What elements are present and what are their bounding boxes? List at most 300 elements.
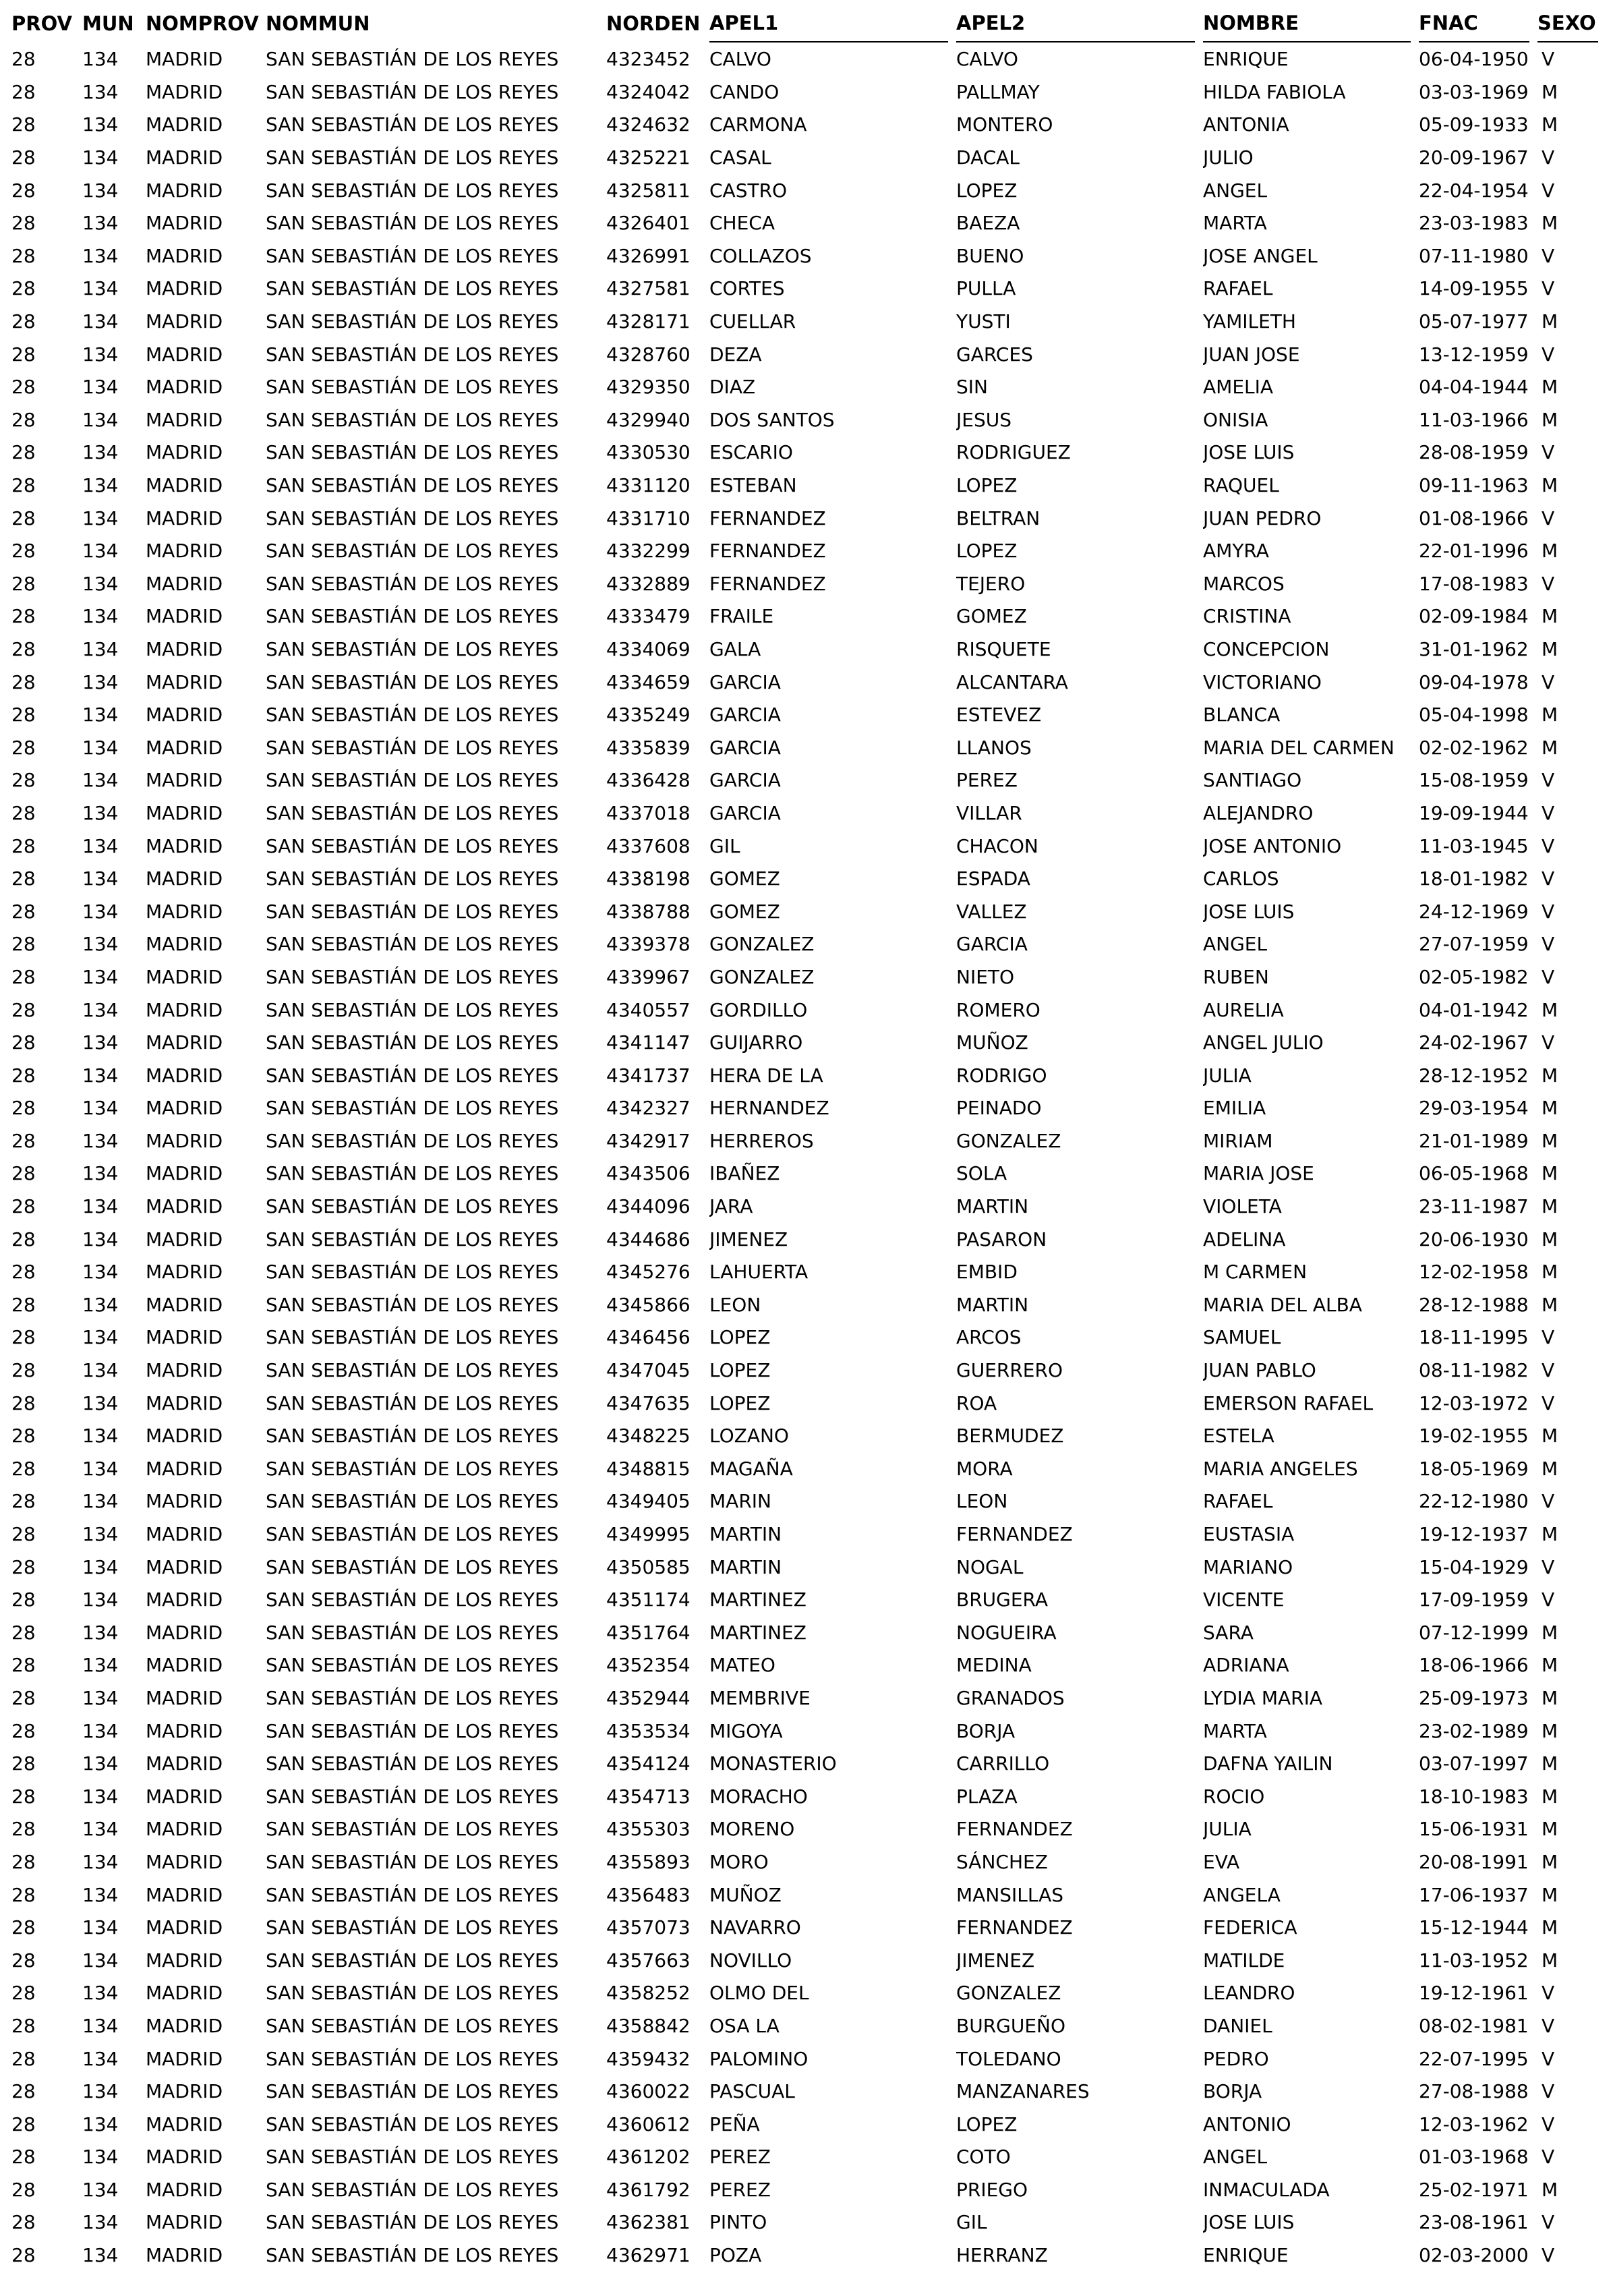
cell-prov: 28 [11,179,36,202]
table-row [11,1551,1606,1584]
cell-mun: 134 [82,441,119,464]
cell-apel1: GARCIA [709,801,781,824]
cell-norden: 4349405 [606,1490,691,1513]
cell-prov: 28 [11,1359,36,1382]
table-row [11,502,1606,535]
cell-apel1: HERA DE LA [709,1064,823,1087]
cell-apel2: GIL [956,2211,987,2234]
cell-nommun: SAN SEBASTIÁN DE LOS REYES [266,1293,559,1316]
cell-mun: 134 [82,605,119,628]
cell-norden: 4329940 [606,408,691,431]
cell-fnac: 19-09-1944 [1419,801,1529,824]
cell-norden: 4337608 [606,834,691,857]
cell-nommun: SAN SEBASTIÁN DE LOS REYES [266,1490,559,1513]
cell-nommun: SAN SEBASTIÁN DE LOS REYES [266,2244,559,2267]
cell-nomprov: MADRID [146,1195,223,1218]
cell-mun: 134 [82,867,119,890]
cell-fnac: 11-03-1945 [1419,834,1529,857]
cell-mun: 134 [82,801,119,824]
cell-mun: 134 [82,2014,119,2037]
cell-prov: 28 [11,2014,36,2037]
cell-nommun: SAN SEBASTIÁN DE LOS REYES [266,1686,559,1709]
cell-fnac: 11-03-1966 [1419,408,1529,431]
cell-apel1: MARTINEZ [709,1588,806,1611]
cell-apel2: COTO [956,2146,1011,2169]
cell-nomprov: MADRID [146,277,223,300]
cell-fnac: 23-03-1983 [1419,212,1529,235]
cell-nombre: JUAN JOSE [1203,343,1300,366]
cell-apel2: MARTIN [956,1293,1029,1316]
cell-sexo: M [1542,1785,1558,1808]
cell-norden: 4343506 [606,1162,691,1185]
cell-apel1: MEMBRIVE [709,1686,811,1709]
cell-sexo: V [1542,670,1555,693]
cell-mun: 134 [82,1949,119,1972]
table-row [11,207,1606,240]
cell-nommun: SAN SEBASTIÁN DE LOS REYES [266,1326,559,1349]
cell-norden: 4326991 [606,244,691,267]
table-row [11,404,1606,437]
cell-nomprov: MADRID [146,1457,223,1480]
cell-norden: 4325221 [606,146,691,169]
cell-mun: 134 [82,1129,119,1152]
cell-nomprov: MADRID [146,605,223,628]
cell-mun: 134 [82,343,119,366]
cell-fnac: 01-08-1966 [1419,507,1529,529]
cell-nomprov: MADRID [146,1785,223,1808]
table-row [11,1223,1606,1256]
cell-norden: 4324042 [606,80,691,103]
column-header-label: MUN [82,12,134,35]
cell-nomprov: MADRID [146,1162,223,1185]
cell-nomprov: MADRID [146,1752,223,1775]
cell-nombre: EMILIA [1203,1097,1266,1120]
cell-prov: 28 [11,1523,36,1546]
cell-apel1: CHECA [709,212,775,235]
table-row [11,994,1606,1027]
cell-sexo: V [1542,1555,1555,1578]
cell-apel2: LOPEZ [956,2113,1018,2135]
cell-sexo: V [1542,834,1555,857]
cell-fnac: 20-08-1991 [1419,1850,1529,1873]
cell-nommun: SAN SEBASTIÁN DE LOS REYES [266,1391,559,1414]
table-row [11,2042,1606,2075]
table-row [11,240,1606,273]
cell-nombre: MATILDE [1203,1949,1285,1972]
cell-fnac: 28-08-1959 [1419,441,1529,464]
cell-prov: 28 [11,1686,36,1709]
cell-mun: 134 [82,212,119,235]
cell-apel2: ARCOS [956,1326,1022,1349]
cell-apel1: NOVILLO [709,1949,792,1972]
cell-mun: 134 [82,1883,119,1906]
table-row [11,142,1606,175]
cell-nomprov: MADRID [146,801,223,824]
cell-mun: 134 [82,540,119,563]
cell-sexo: M [1542,1719,1558,1742]
cell-prov: 28 [11,1621,36,1644]
cell-mun: 134 [82,507,119,529]
cell-norden: 4325811 [606,179,691,202]
cell-nombre: EMERSON RAFAEL [1203,1391,1374,1414]
cell-nommun: SAN SEBASTIÁN DE LOS REYES [266,1588,559,1611]
cell-apel2: PEINADO [956,1097,1042,1120]
cell-fnac: 05-09-1933 [1419,113,1529,136]
cell-nomprov: MADRID [146,834,223,857]
cell-apel1: OSA LA [709,2014,780,2037]
cell-apel2: PLAZA [956,1785,1018,1808]
cell-nommun: SAN SEBASTIÁN DE LOS REYES [266,441,559,464]
cell-fnac: 20-06-1930 [1419,1228,1529,1251]
cell-mun: 134 [82,80,119,103]
cell-fnac: 09-11-1963 [1419,474,1529,497]
column-header-label: APEL1 [709,5,948,42]
cell-sexo: V [1542,965,1555,988]
cell-fnac: 18-01-1982 [1419,867,1529,890]
cell-apel1: GORDILLO [709,998,808,1021]
cell-prov: 28 [11,801,36,824]
cell-nommun: SAN SEBASTIÁN DE LOS REYES [266,113,559,136]
cell-nomprov: MADRID [146,1031,223,1054]
cell-sexo: M [1542,1261,1558,1284]
cell-nombre: JUAN PABLO [1203,1359,1316,1382]
cell-prov: 28 [11,1425,36,1447]
cell-fnac: 15-06-1931 [1419,1818,1529,1841]
cell-nombre: LYDIA MARIA [1203,1686,1323,1709]
cell-apel1: GARCIA [709,704,781,726]
cell-sexo: M [1542,310,1558,333]
cell-mun: 134 [82,277,119,300]
cell-apel2: MORA [956,1457,1013,1480]
cell-norden: 4360612 [606,2113,691,2135]
cell-nomprov: MADRID [146,80,223,103]
cell-prov: 28 [11,2047,36,2070]
cell-sexo: M [1542,540,1558,563]
cell-nombre: ANTONIO [1203,2113,1291,2135]
cell-nombre: MARTA [1203,212,1267,235]
cell-prov: 28 [11,2146,36,2169]
cell-prov: 28 [11,867,36,890]
cell-sexo: M [1542,1818,1558,1841]
table-row [11,469,1606,503]
cell-mun: 134 [82,1293,119,1316]
cell-nomprov: MADRID [146,1326,223,1349]
cell-sexo: V [1542,2014,1555,2037]
cell-prov: 28 [11,1064,36,1087]
cell-apel2: BRUGERA [956,1588,1049,1611]
cell-fnac: 07-12-1999 [1419,1621,1529,1644]
table-row [11,1748,1606,1781]
cell-nommun: SAN SEBASTIÁN DE LOS REYES [266,965,559,988]
cell-norden: 4357073 [606,1916,691,1939]
cell-norden: 4345276 [606,1261,691,1284]
cell-apel2: LEON [956,1490,1008,1513]
cell-nombre: M CARMEN [1203,1261,1308,1284]
cell-prov: 28 [11,769,36,792]
cell-norden: 4336428 [606,769,691,792]
table-row [11,1617,1606,1650]
table-row [11,764,1606,797]
cell-nomprov: MADRID [146,1228,223,1251]
cell-prov: 28 [11,605,36,628]
cell-nommun: SAN SEBASTIÁN DE LOS REYES [266,1064,559,1087]
cell-norden: 4344686 [606,1228,691,1251]
cell-nommun: SAN SEBASTIÁN DE LOS REYES [266,1949,559,1972]
column-header-mun [82,4,146,43]
cell-norden: 4347045 [606,1359,691,1382]
column-header-nomprov [146,4,266,43]
cell-prov: 28 [11,310,36,333]
cell-fnac: 02-09-1984 [1419,605,1529,628]
cell-fnac: 09-04-1978 [1419,670,1529,693]
cell-fnac: 15-04-1929 [1419,1555,1529,1578]
cell-nomprov: MADRID [146,1654,223,1677]
cell-mun: 134 [82,1359,119,1382]
cell-sexo: V [1542,48,1555,71]
cell-nommun: SAN SEBASTIÁN DE LOS REYES [266,704,559,726]
cell-mun: 134 [82,1031,119,1054]
table-row [11,1813,1606,1846]
cell-sexo: V [1542,146,1555,169]
cell-fnac: 25-09-1973 [1419,1686,1529,1709]
cell-nomprov: MADRID [146,212,223,235]
cell-nommun: SAN SEBASTIÁN DE LOS REYES [266,2047,559,2070]
cell-apel1: GONZALEZ [709,933,815,956]
cell-prov: 28 [11,376,36,399]
cell-prov: 28 [11,637,36,660]
cell-apel2: CARRILLO [956,1752,1050,1775]
cell-nomprov: MADRID [146,507,223,529]
cell-nomprov: MADRID [146,146,223,169]
cell-norden: 4330530 [606,441,691,464]
cell-fnac: 28-12-1952 [1419,1064,1529,1087]
cell-apel2: NOGUEIRA [956,1621,1057,1644]
cell-apel2: RODRIGUEZ [956,441,1071,464]
cell-norden: 4338198 [606,867,691,890]
cell-fnac: 12-03-1972 [1419,1391,1529,1414]
cell-apel2: MARTIN [956,1195,1029,1218]
cell-norden: 4324632 [606,113,691,136]
cell-nomprov: MADRID [146,1916,223,1939]
cell-mun: 134 [82,1195,119,1218]
cell-nommun: SAN SEBASTIÁN DE LOS REYES [266,1654,559,1677]
cell-sexo: M [1542,736,1558,759]
cell-norden: 4340557 [606,998,691,1021]
cell-apel1: LAHUERTA [709,1261,809,1284]
column-header-label: NOMMUN [266,12,370,35]
cell-fnac: 19-12-1961 [1419,1982,1529,2005]
table-row [11,2174,1606,2207]
cell-prov: 28 [11,1031,36,1054]
cell-nommun: SAN SEBASTIÁN DE LOS REYES [266,1031,559,1054]
cell-nombre: ALEJANDRO [1203,801,1314,824]
cell-mun: 134 [82,1523,119,1546]
cell-apel1: POZA [709,2244,762,2267]
cell-apel1: MORO [709,1850,769,1873]
cell-apel2: PULLA [956,277,1016,300]
cell-sexo: V [1542,244,1555,267]
table-row [11,1092,1606,1125]
cell-nomprov: MADRID [146,1490,223,1513]
cell-prov: 28 [11,834,36,857]
cell-nommun: SAN SEBASTIÁN DE LOS REYES [266,408,559,431]
cell-norden: 4332299 [606,540,691,563]
cell-mun: 134 [82,1064,119,1087]
cell-mun: 134 [82,1752,119,1775]
cell-norden: 4334659 [606,670,691,693]
cell-apel1: GOMEZ [709,867,780,890]
cell-nombre: ANGEL [1203,933,1268,956]
cell-prov: 28 [11,343,36,366]
cell-norden: 4342327 [606,1097,691,1120]
cell-nommun: SAN SEBASTIÁN DE LOS REYES [266,1916,559,1939]
cell-sexo: V [1542,572,1555,595]
column-header-apel2 [956,4,1203,43]
cell-apel1: CARMONA [709,113,807,136]
cell-norden: 4357663 [606,1949,691,1972]
cell-prov: 28 [11,244,36,267]
cell-apel1: OLMO DEL [709,1982,809,2005]
cell-norden: 4358842 [606,2014,691,2037]
cell-nommun: SAN SEBASTIÁN DE LOS REYES [266,900,559,923]
cell-sexo: M [1542,2178,1558,2201]
cell-fnac: 23-11-1987 [1419,1195,1529,1218]
cell-prov: 28 [11,2080,36,2103]
cell-fnac: 14-09-1955 [1419,277,1529,300]
cell-mun: 134 [82,48,119,71]
cell-apel1: JIMENEZ [709,1228,788,1251]
cell-nommun: SAN SEBASTIÁN DE LOS REYES [266,2211,559,2234]
cell-sexo: V [1542,441,1555,464]
cell-mun: 134 [82,2047,119,2070]
cell-norden: 4341147 [606,1031,691,1054]
cell-nombre: RAFAEL [1203,277,1273,300]
cell-mun: 134 [82,998,119,1021]
cell-apel1: GARCIA [709,736,781,759]
cell-norden: 4329350 [606,376,691,399]
cell-apel2: BORJA [956,1719,1016,1742]
cell-nommun: SAN SEBASTIÁN DE LOS REYES [266,540,559,563]
cell-apel1: MONASTERIO [709,1752,837,1775]
column-header-label: APEL2 [956,5,1195,42]
cell-nombre: YAMILETH [1203,310,1296,333]
table-row [11,1321,1606,1354]
cell-nombre: JOSE ANTONIO [1203,834,1342,857]
cell-apel1: PEÑA [709,2113,760,2135]
cell-sexo: V [1542,1588,1555,1611]
cell-nommun: SAN SEBASTIÁN DE LOS REYES [266,1621,559,1644]
cell-apel2: FERNANDEZ [956,1523,1073,1546]
cell-apel2: PRIEGO [956,2178,1028,2201]
cell-nomprov: MADRID [146,965,223,988]
cell-sexo: M [1542,1425,1558,1447]
column-header-label: PROV [11,12,72,35]
cell-apel1: LOPEZ [709,1391,771,1414]
cell-apel1: ESTEBAN [709,474,797,497]
cell-apel2: DACAL [956,146,1020,169]
cell-apel1: PINTO [709,2211,767,2234]
cell-norden: 4328760 [606,343,691,366]
cell-nomprov: MADRID [146,1621,223,1644]
cell-sexo: V [1542,2113,1555,2135]
cell-nomprov: MADRID [146,1719,223,1742]
cell-apel2: HERRANZ [956,2244,1048,2267]
cell-apel2: CHACON [956,834,1038,857]
column-header-label: NOMBRE [1203,5,1411,42]
cell-nommun: SAN SEBASTIÁN DE LOS REYES [266,244,559,267]
cell-nomprov: MADRID [146,1097,223,1120]
cell-mun: 134 [82,2178,119,2201]
cell-nombre: JULIA [1203,1064,1252,1087]
cell-apel2: ROA [956,1391,997,1414]
table-row [11,1387,1606,1420]
cell-nommun: SAN SEBASTIÁN DE LOS REYES [266,1752,559,1775]
cell-mun: 134 [82,572,119,595]
cell-norden: 4328171 [606,310,691,333]
cell-mun: 134 [82,376,119,399]
cell-nommun: SAN SEBASTIÁN DE LOS REYES [266,1457,559,1480]
cell-norden: 4352354 [606,1654,691,1677]
cell-sexo: M [1542,212,1558,235]
table-row [11,1256,1606,1289]
cell-norden: 4354713 [606,1785,691,1808]
cell-apel1: MARTIN [709,1523,782,1546]
cell-mun: 134 [82,834,119,857]
cell-nomprov: MADRID [146,1359,223,1382]
cell-nomprov: MADRID [146,244,223,267]
cell-nommun: SAN SEBASTIÁN DE LOS REYES [266,2113,559,2135]
cell-prov: 28 [11,1916,36,1939]
table-row [11,600,1606,633]
cell-sexo: M [1542,1195,1558,1218]
cell-fnac: 17-09-1959 [1419,1588,1529,1611]
cell-nombre: EVA [1203,1850,1240,1873]
cell-apel2: FERNANDEZ [956,1818,1073,1841]
table-row [11,961,1606,994]
cell-nommun: SAN SEBASTIÁN DE LOS REYES [266,998,559,1021]
cell-apel2: GONZALEZ [956,1982,1061,2005]
cell-mun: 134 [82,1785,119,1808]
cell-nommun: SAN SEBASTIÁN DE LOS REYES [266,376,559,399]
cell-nomprov: MADRID [146,2014,223,2037]
cell-nombre: MARIA ANGELES [1203,1457,1358,1480]
cell-sexo: M [1542,1621,1558,1644]
column-header-sexo [1537,4,1606,43]
table-row [11,568,1606,601]
cell-nombre: CRISTINA [1203,605,1291,628]
cell-prov: 28 [11,572,36,595]
table-row [11,306,1606,339]
table-row [11,1715,1606,1748]
cell-prov: 28 [11,1293,36,1316]
cell-prov: 28 [11,2178,36,2201]
cell-nommun: SAN SEBASTIÁN DE LOS REYES [266,867,559,890]
cell-nomprov: MADRID [146,310,223,333]
cell-norden: 4333479 [606,605,691,628]
cell-prov: 28 [11,80,36,103]
cell-prov: 28 [11,1261,36,1284]
cell-apel1: ESCARIO [709,441,793,464]
column-header-prov [11,4,82,43]
cell-apel1: MARIN [709,1490,771,1513]
cell-mun: 134 [82,1490,119,1513]
cell-fnac: 05-04-1998 [1419,704,1529,726]
cell-nombre: SAMUEL [1203,1326,1281,1349]
cell-nomprov: MADRID [146,736,223,759]
cell-nombre: JOSE LUIS [1203,2211,1295,2234]
cell-apel1: GIL [709,834,740,857]
cell-sexo: M [1542,605,1558,628]
